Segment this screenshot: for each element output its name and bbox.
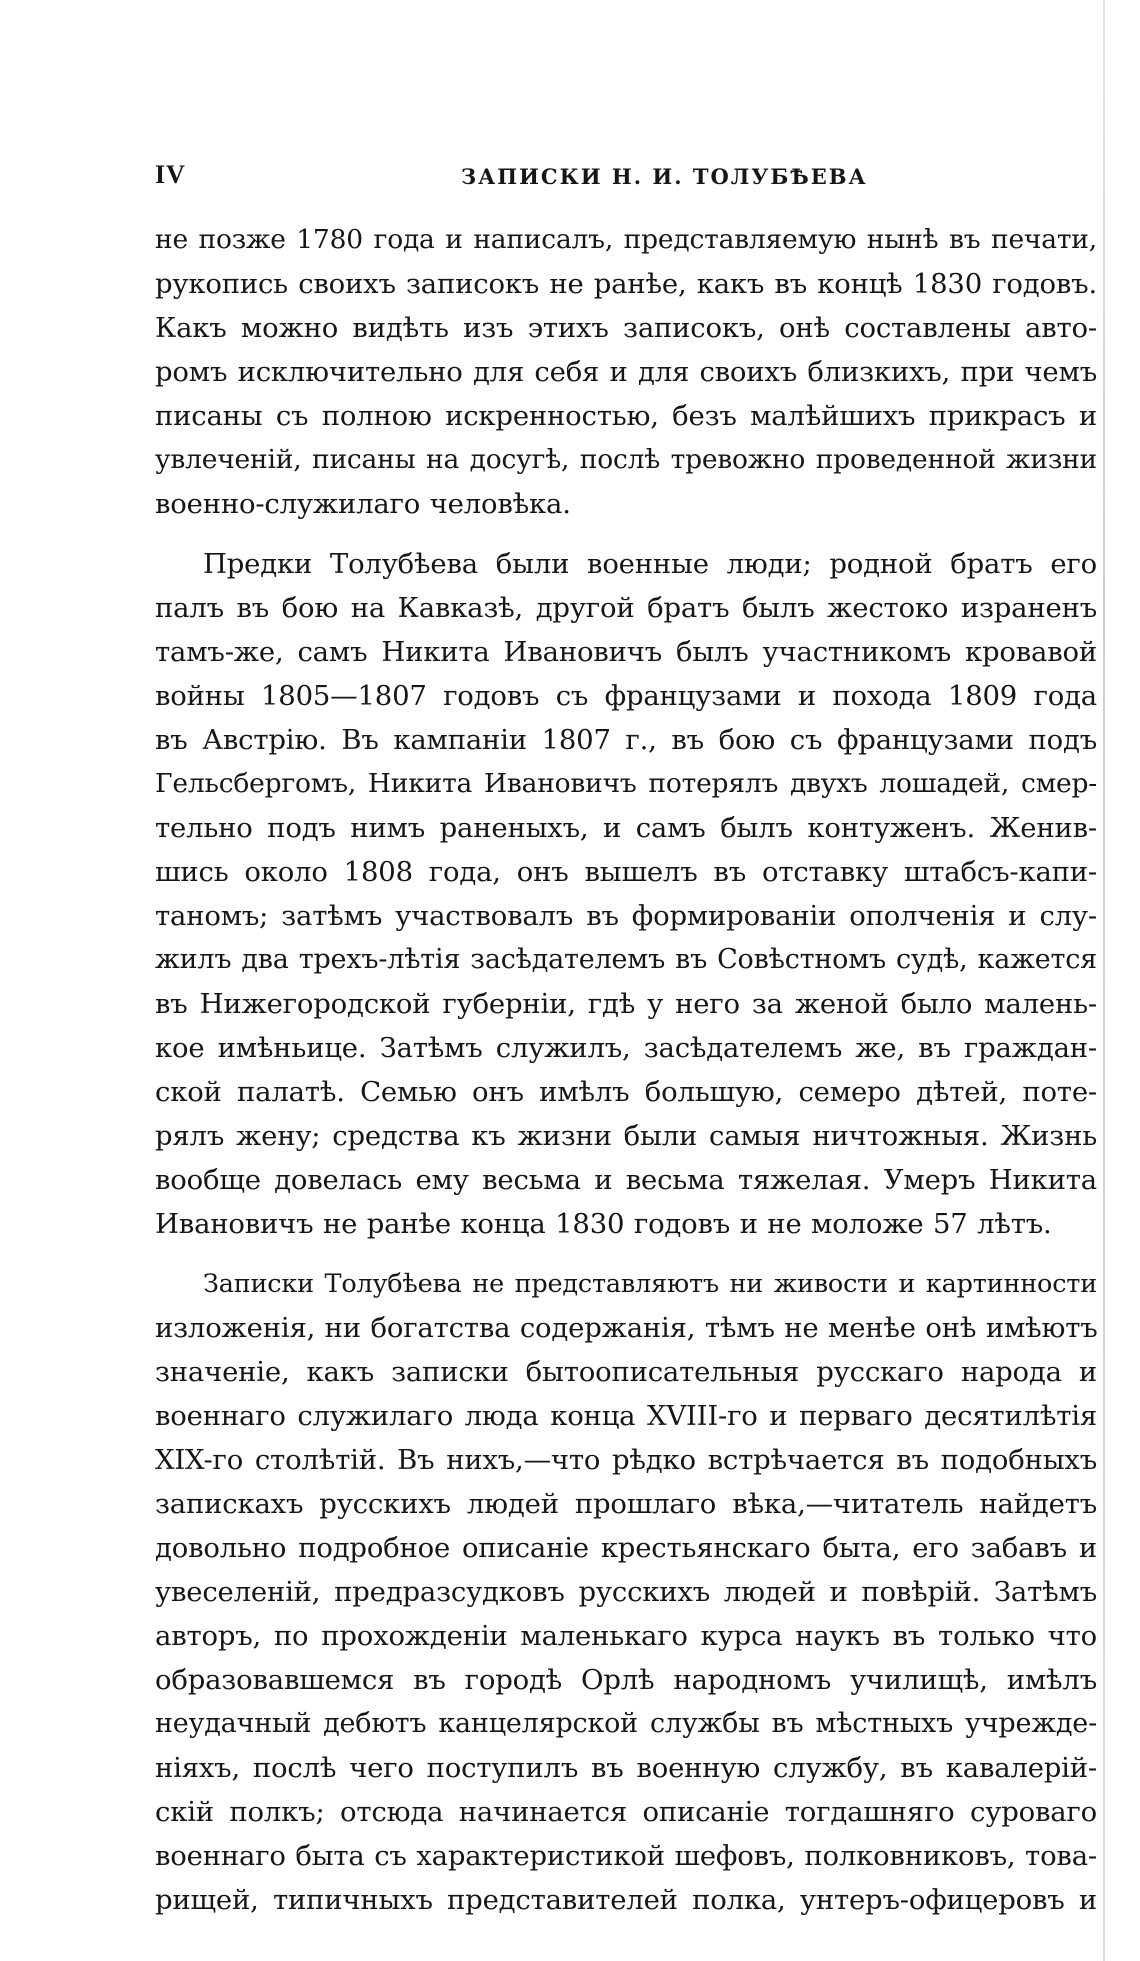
paragraph-2: [155, 542, 1097, 1246]
text-line: ромъ исключительно для себя и для своихъ близкихъ, при чемъ: [155, 356, 1097, 388]
text-line: тельно подъ нимъ раненыхъ, и самъ былъ контуженъ. Женив-: [155, 812, 1097, 844]
text-line: неудачный дебютъ канцелярской службы въ мѣстныхъ учрежде-: [155, 1708, 1097, 1739]
page-number: IV: [155, 160, 186, 189]
scan-edge-line: [1103, 0, 1105, 1961]
text-line: образовавшемся въ городѣ Орлѣ народномъ училищѣ, имѣлъ: [155, 1664, 1097, 1696]
text-line: скій полкъ; отсюда начинается описаніе тогдашняго суроваго: [155, 1796, 1097, 1828]
text-line: вообще довелась ему весьма и весьма тяжелая. Умеръ Никита: [155, 1164, 1097, 1196]
text-line: Предки Толубѣева были военные люди; родной братъ его: [203, 548, 1097, 580]
text-line: изложенія, ни богатства содержанія, тѣмъ не менѣе онѣ имѣютъ: [155, 1312, 1098, 1344]
paragraph-3: [155, 1262, 1097, 1922]
text-line: военно-служилаго человѣка.: [155, 488, 571, 520]
text-line: рищей, типичныхъ представителей полка, унтеръ-офицеровъ и: [155, 1884, 1097, 1916]
text-line: Гельсбергомъ, Никита Ивановичъ потерялъ двухъ лошадей, смер-: [155, 768, 1097, 799]
text-line: довольно подробное описаніе крестьянскаго быта, его забавъ и: [155, 1532, 1097, 1564]
text-line: авторъ, по прохожденіи маленькаго курса наукъ въ только что: [155, 1620, 1097, 1652]
running-title: ЗАПИСКИ Н. И. ТОЛУБѢЕВА: [461, 164, 868, 189]
text-line: ской палатѣ. Семью онъ имѣлъ большую, семеро дѣтей, поте-: [155, 1076, 1097, 1108]
text-line: въ Австрію. Въ кампаніи 1807 г., въ бою съ французами подъ: [155, 724, 1097, 756]
paragraph-1: [155, 218, 1097, 526]
text-line: писаны съ полною искренностью, безъ малѣйшихъ прикрасъ и: [155, 400, 1097, 432]
text-line: шись около 1808 года, онъ вышелъ въ отставку штабсъ-капи-: [155, 856, 1097, 888]
text-line: палъ въ бою на Кавказѣ, другой братъ былъ жестоко израненъ: [155, 592, 1097, 624]
text-line: XIX-го столѣтій. Въ нихъ,—что рѣдко встрѣчается въ подобныхъ: [155, 1444, 1097, 1476]
text-line: рялъ жену; средства къ жизни были самыя ничтожныя. Жизнь: [155, 1120, 1097, 1152]
text-line: увеселеній, предразсудковъ русскихъ людей и повѣрій. Затѣмъ: [155, 1576, 1097, 1608]
body-text: [155, 218, 1097, 1938]
text-line: кое имѣньице. Затѣмъ служилъ, засѣдателемъ же, въ граждан-: [155, 1032, 1097, 1064]
page-header: [155, 160, 1097, 200]
text-line: ніяхъ, послѣ чего поступилъ въ военную службу, въ кавалерій-: [155, 1752, 1097, 1784]
text-line: военнаго быта съ характеристикой шефовъ, полковниковъ, това-: [155, 1840, 1097, 1872]
text-line: не позже 1780 года и написалъ, представляемую нынѣ въ печати,: [155, 224, 1097, 255]
text-line: запискахъ русскихъ людей прошлаго вѣка,—читатель найдетъ: [155, 1488, 1097, 1520]
text-line: значеніе, какъ записки бытоописательныя русскаго народа и: [155, 1356, 1097, 1388]
text-line: рукопись своихъ записокъ не ранѣе, какъ въ концѣ 1830 годовъ.: [155, 268, 1097, 300]
text-line: тамъ-же, самъ Никита Ивановичъ былъ участникомъ кровавой: [155, 636, 1097, 668]
text-line: въ Нижегородской губерніи, гдѣ у него за женой было малень-: [155, 988, 1097, 1020]
text-line: Какъ можно видѣть изъ этихъ записокъ, онѣ составлены авто-: [155, 312, 1097, 344]
text-line: войны 1805—1807 годовъ съ французами и похода 1809 года: [155, 680, 1097, 712]
text-line: жилъ два трехъ-лѣтія засѣдателемъ въ Совѣстномъ судѣ, кажется: [155, 944, 1097, 975]
text-line: Записки Толубѣева не представляютъ ни живости и картинности: [203, 1269, 1097, 1299]
text-line: увлеченій, писаны на досугѣ, послѣ тревожно проведенной жизни: [155, 444, 1097, 475]
text-line: таномъ; затѣмъ участвовалъ въ формированіи ополченія и слу-: [155, 900, 1097, 932]
text-line: военнаго служилаго люда конца XVIII-го и перваго десятилѣтія: [155, 1400, 1097, 1432]
text-line: Ивановичъ не ранѣе конца 1830 годовъ и не моложе 57 лѣтъ.: [155, 1208, 1052, 1240]
